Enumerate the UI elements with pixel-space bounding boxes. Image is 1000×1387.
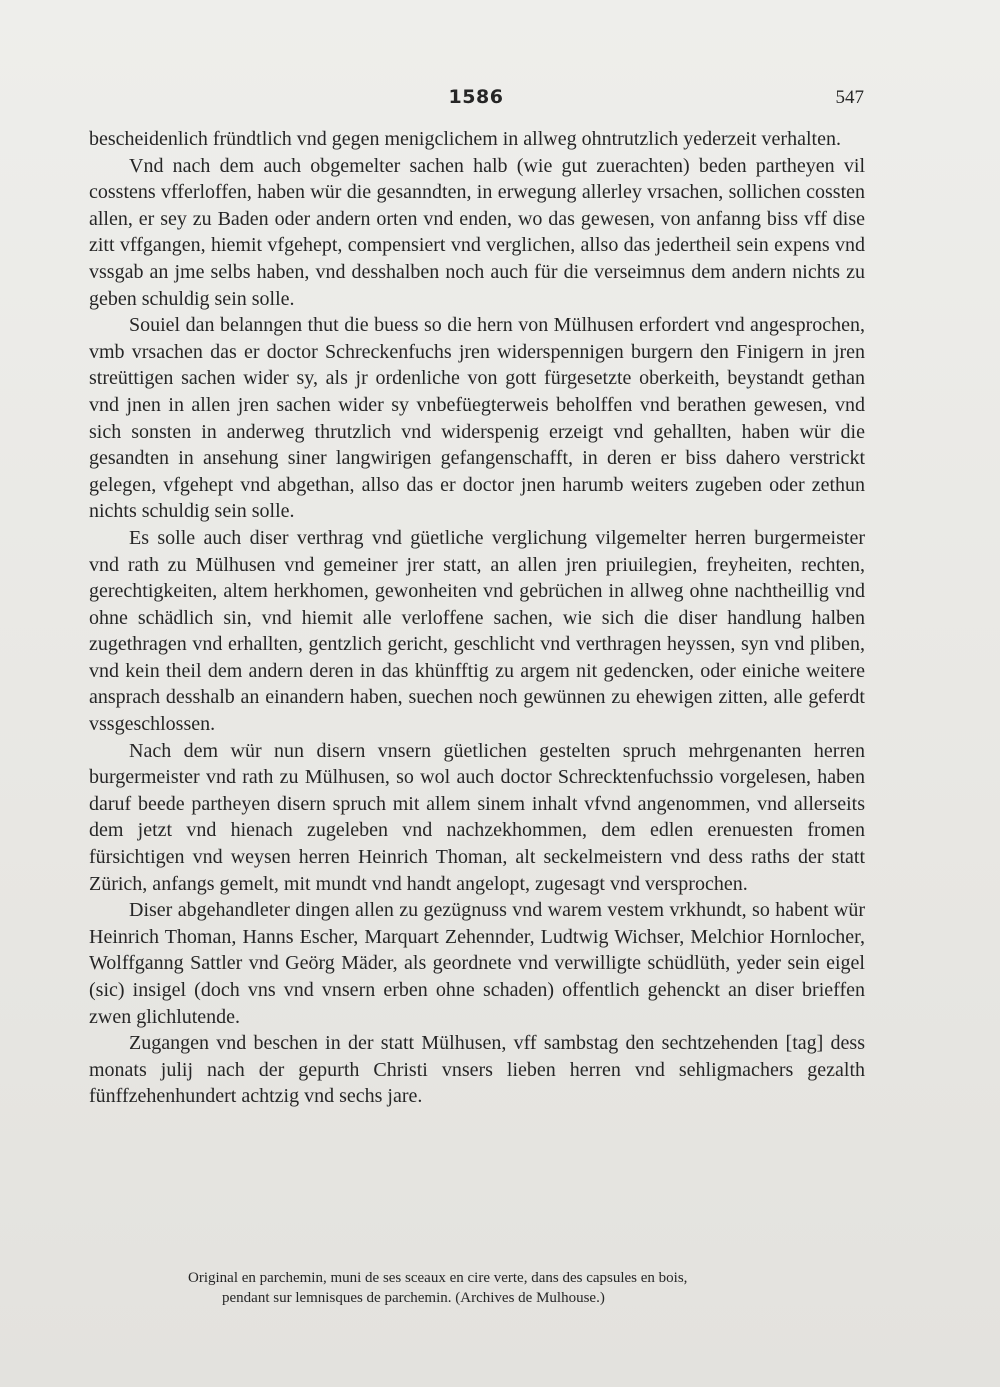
page-header	[88, 86, 864, 116]
paragraph-witnesses: Diser abgehandleter dingen allen zu gezügnuss vnd warem vestem vrkhundt, so habent wür Heinrich Thoman, Hanns Escher, Marquart Zehennder, Ludtwig Wichser, Melchior Hornlocher, Wolffganng Sattler vnd Geörg Mäder, als geordnete vnd verwilligte schüdlüth, yeder sein eigel (sic) insigel (doch vns vnd vnsern erben ohne schaden) offentlich gehenckt an diser brieffen zwen glichlutende.	[89, 899, 865, 1028]
paragraph-dating: Zugangen vnd beschen in der statt Mülhusen, vff sambstag den sechtzehenden [tag] dess monats julij nach der gepurth Christi vnsers lieben herren vnd sehligmachers gezalth fünffzehenhundert achtzig vnd sechs jare.	[89, 1032, 865, 1108]
document-body	[89, 126, 865, 1110]
archival-note	[150, 1268, 870, 1308]
paragraph-acceptance: Nach dem wür nun disern vnsern güetlichen gestelten spruch mehrgenanten herren burgermeister vnd rath zu Mülhusen, so wol auch doctor Schrecktenfuchssio vorgelesen, haben daruf beede partheyen disern spruch mit allem sinem inhalt vfvnd angenommen, vnd allerseits dem jetzt vnd hienach zugeleben vnd nachzekhommen, dem edlen erenuesten fromen fürsichtigen vnd weysen herren Heinrich Thoman, alt seckelmeistern vnd dess raths der statt Zürich, anfangs gemelt, mit mundt vnd handt angelopt, zugesagt vnd versprochen.	[89, 739, 865, 895]
paragraph-penalty: Souiel dan belanngen thut die buess so die hern von Mülhusen erfordert vnd angesprochen, vmb vrsachen das er doctor Schreckenfuchs jren widerspennigen burgern den Finigern in jren streüttigen sachen wider sy, als jr ordenliche von gott fürgesetzte oberkeith, beystandt gethan vnd jnen in allen jren sachen wider sy vnbefüegterweis beholffen vnd berathen gewesen, vnd sich sonsten in anderweg thrutzlich vnd widerspenig erzeigt vnd gehallten, haben wür die gesandten in ansehung siner langwirigen gefangenschafft, in deren er biss dahero verstrickt gelegen, vfgehept vnd abgethan, allso das er doctor jnen harumb weiters zugeben oder zethun nichts schuldig sein solle.	[89, 314, 865, 523]
archival-note-line-2: pendant sur lemnisques de parchemin. (Archives de Mulhouse.)	[222, 1290, 605, 1306]
paragraph-privileges: Es solle auch diser verthrag vnd güetliche verglichung vilgemelter herren burgermeister vnd rath zu Mülhusen vnd gemeiner jrer statt, an allen jren priuilegien, freyheiten, rechten, gerechtigkeiten, altem herkhomen, gewonheiten vnd gebrüchen in allweg ohne nachtheillig vnd ohne schädlich sin, vnd hiemit alle verloffene sachen, wie sich die diser handlung halben zugethragen vnd erhallten, gentzlich gericht, geschlicht vnd verthragen heyssen, syn vnd pliben, vnd kein theil dem andern deren in das khünfftig zu argem nit gedencken, oder einiche weitere ansprach desshalb an einandern haben, suechen noch gewünnen zu ehewigen zitten, alle geferdt vssgeschlossen.	[89, 526, 865, 736]
archival-note-line-1: Original en parchemin, muni de ses sceaux en cire verte, dans des capsules en bois,	[188, 1270, 688, 1286]
page-number: 547	[835, 87, 864, 108]
paragraph-costs: Vnd nach dem auch obgemelter sachen halb (wie gut zuerachten) beden partheyen vil cosstens vfferloffen, haben wür die gesanndten, in erwegung allerley vrsachen, sollichen cossten allen, er sey zu Baden oder andern orten vnd enden, wo das gewesen, von anfanng biss vff dise zitt vffgangen, hiemit vfgehept, compensiert vnd verglichen, allso das jedertheil sein expens vnd vssgab an jme selbs haben, vnd desshalben noch auch für die verseimnus dem andern nichts zu geben schuldig sein solle.	[89, 154, 865, 310]
running-head-year: 1586	[448, 86, 504, 108]
paragraph-continuation: bescheidenlich fründtlich vnd gegen menigclichem in allweg ohntrutzlich yederzeit verhalten.	[89, 128, 841, 150]
